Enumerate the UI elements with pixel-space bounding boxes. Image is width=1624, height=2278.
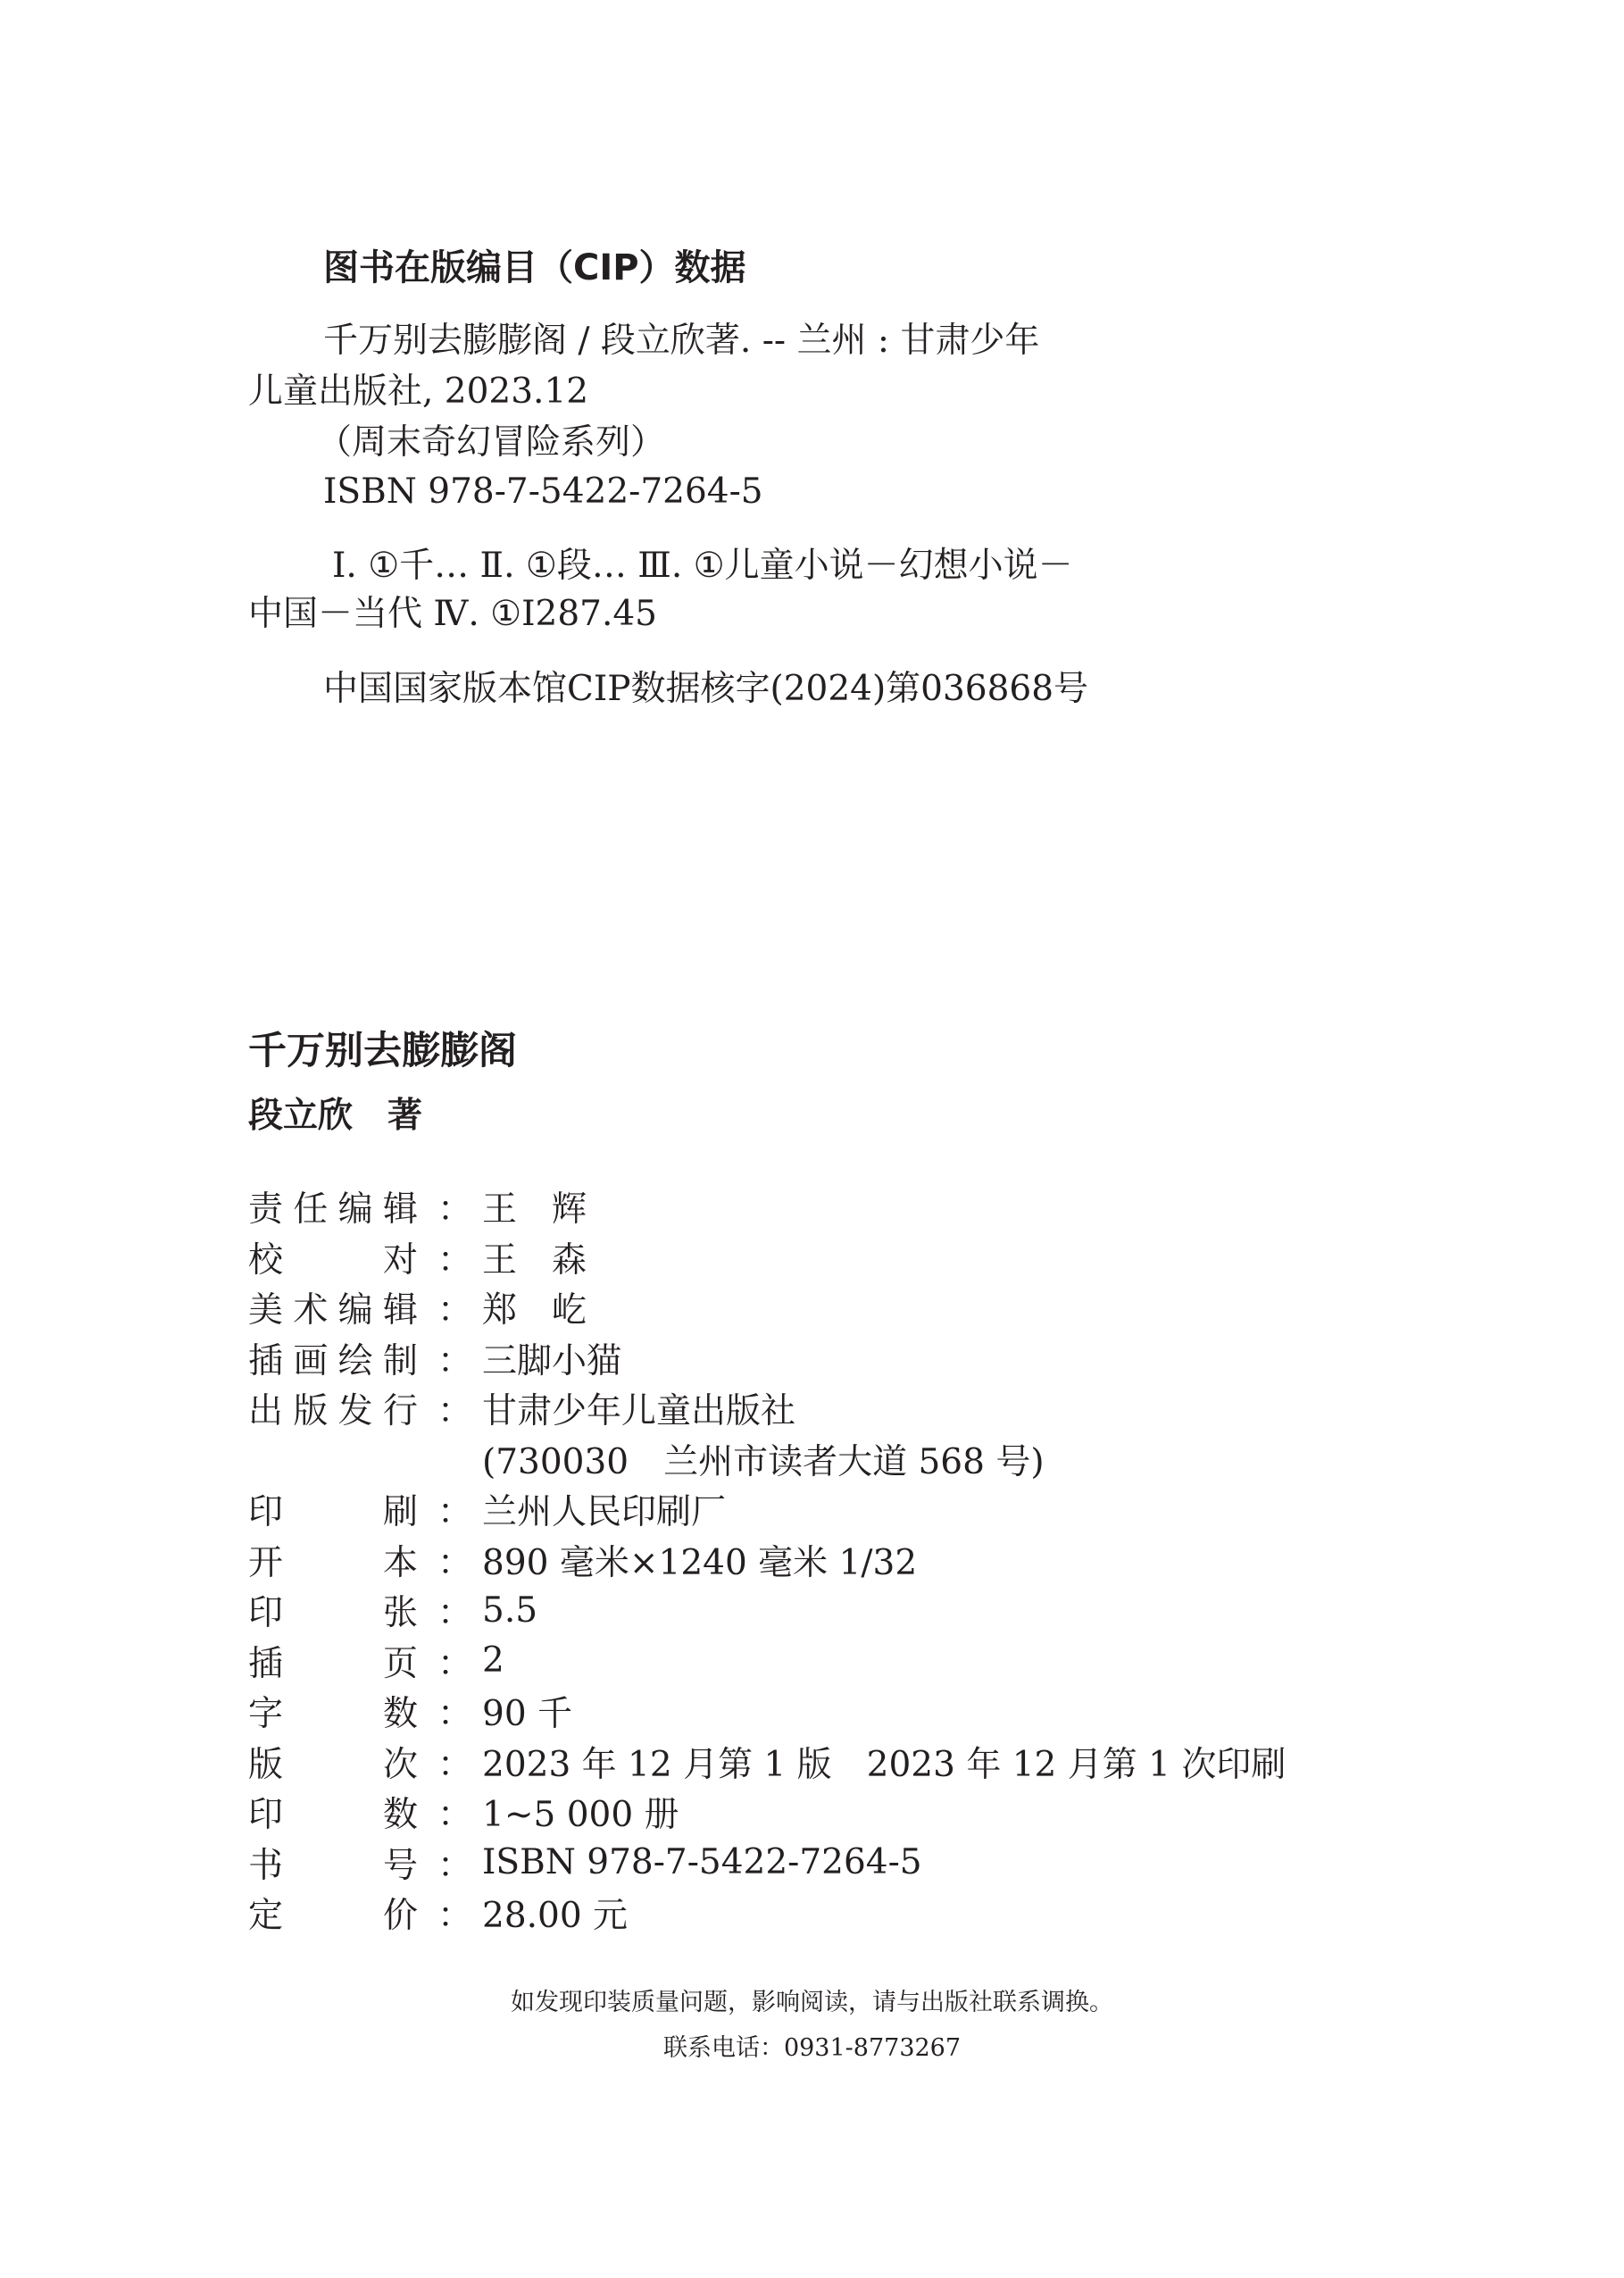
info-row-word-count: [248, 1686, 1409, 1737]
info-colon: ：: [437, 1340, 473, 1381]
info-colon: ：: [437, 1492, 473, 1533]
cip-line-6: 中国－当代 Ⅳ. ①I287.45: [248, 594, 657, 634]
info-row-price: [248, 1888, 1409, 1939]
info-colon: ：: [437, 1593, 473, 1634]
info-row-sheets: [248, 1585, 1409, 1636]
info-colon: ：: [437, 1896, 473, 1937]
info-value: (730030 兰州市读者大道 568 号): [482, 1441, 1045, 1482]
info-value: 甘肃少年儿童出版社: [482, 1391, 796, 1432]
info-value: 郑 屹: [482, 1290, 587, 1331]
info-label: 插 画 绘 制: [248, 1340, 418, 1381]
info-value: 王 辉: [482, 1189, 587, 1231]
info-row-publisher: [248, 1383, 1409, 1434]
info-label: 开 本: [248, 1542, 418, 1583]
info-colon: ：: [437, 1239, 473, 1281]
info-colon: ：: [437, 1290, 473, 1331]
info-colon: ：: [437, 1542, 473, 1583]
info-colon: ：: [437, 1795, 473, 1836]
info-colon: ：: [437, 1189, 473, 1231]
info-label: 校 对: [248, 1239, 418, 1281]
info-value: 王 森: [482, 1239, 587, 1281]
cip-line-3: （周末奇幻冒险系列）: [317, 422, 666, 463]
info-row-edition: [248, 1737, 1409, 1788]
cip-data-number: 中国国家版本馆CIP数据核字(2024)第036868号: [323, 669, 1089, 709]
info-row-format: [248, 1535, 1409, 1586]
info-label: 美 术 编 辑: [248, 1290, 418, 1331]
info-colon: ：: [437, 1845, 473, 1886]
cip-line-2: 儿童出版社, 2023.12: [248, 371, 589, 412]
info-label: 印 刷: [248, 1492, 418, 1533]
cip-line-1: 千万别去膨膨阁 / 段立欣著. -- 兰州 : 甘肃少年: [323, 321, 1040, 361]
quality-notice: 如发现印装质量问题，影响阅读，请与出版社联系调换。: [511, 1989, 1113, 2016]
info-value: ISBN 978-7-5422-7264-5: [482, 1842, 922, 1883]
book-title: 千万别去膨膨阁: [248, 1029, 517, 1073]
info-value: 5.5: [482, 1590, 538, 1631]
info-value: 兰州人民印刷厂: [482, 1492, 727, 1533]
info-value: 28.00 元: [482, 1896, 629, 1937]
info-label: 责 任 编 辑: [248, 1189, 418, 1231]
cip-title: 图书在版编目（CIP）数据: [323, 247, 746, 288]
info-value: 1~5 000 册: [482, 1795, 679, 1836]
info-row-proofreader: [248, 1232, 1409, 1283]
info-label: 插 页: [248, 1643, 418, 1684]
info-colon: ：: [437, 1744, 473, 1785]
info-label: 书 号: [248, 1845, 418, 1886]
info-label: 字 数: [248, 1694, 418, 1735]
info-row-inserts: [248, 1636, 1409, 1687]
info-row-illustrator: [248, 1333, 1409, 1384]
info-colon: ：: [437, 1391, 473, 1432]
info-label: 版 次: [248, 1744, 418, 1785]
info-colon: ：: [437, 1643, 473, 1684]
contact-phone: 联系电话：0931-8773267: [662, 2034, 962, 2062]
info-value: 三脚小猫: [482, 1340, 622, 1381]
info-label: 印 张: [248, 1593, 418, 1634]
info-row-art-editor: [248, 1282, 1409, 1333]
info-value: 2: [482, 1640, 504, 1681]
info-colon: ：: [437, 1694, 473, 1735]
info-row-isbn: [248, 1838, 1409, 1889]
cip-line-4: ISBN 978-7-5422-7264-5: [323, 471, 763, 512]
book-author: 段立欣 著: [248, 1096, 423, 1136]
info-row-address: [248, 1434, 1409, 1485]
info-row-printer: [248, 1484, 1409, 1535]
info-row-print-run: [248, 1787, 1409, 1838]
info-row-editor: [248, 1181, 1409, 1232]
info-value: 2023 年 12 月第 1 版 2023 年 12 月第 1 次印刷: [482, 1744, 1287, 1785]
info-value: 90 千: [482, 1694, 573, 1735]
cip-line-5: Ⅰ. ①千… Ⅱ. ①段… Ⅲ. ①儿童小说－幻想小说－: [332, 546, 1073, 586]
info-label: 出 版 发 行: [248, 1391, 418, 1432]
info-label: 印 数: [248, 1795, 418, 1836]
info-label: 定 价: [248, 1896, 418, 1937]
publication-info-list: [248, 1181, 1409, 1939]
info-value: 890 毫米×1240 毫米 1/32: [482, 1542, 918, 1583]
